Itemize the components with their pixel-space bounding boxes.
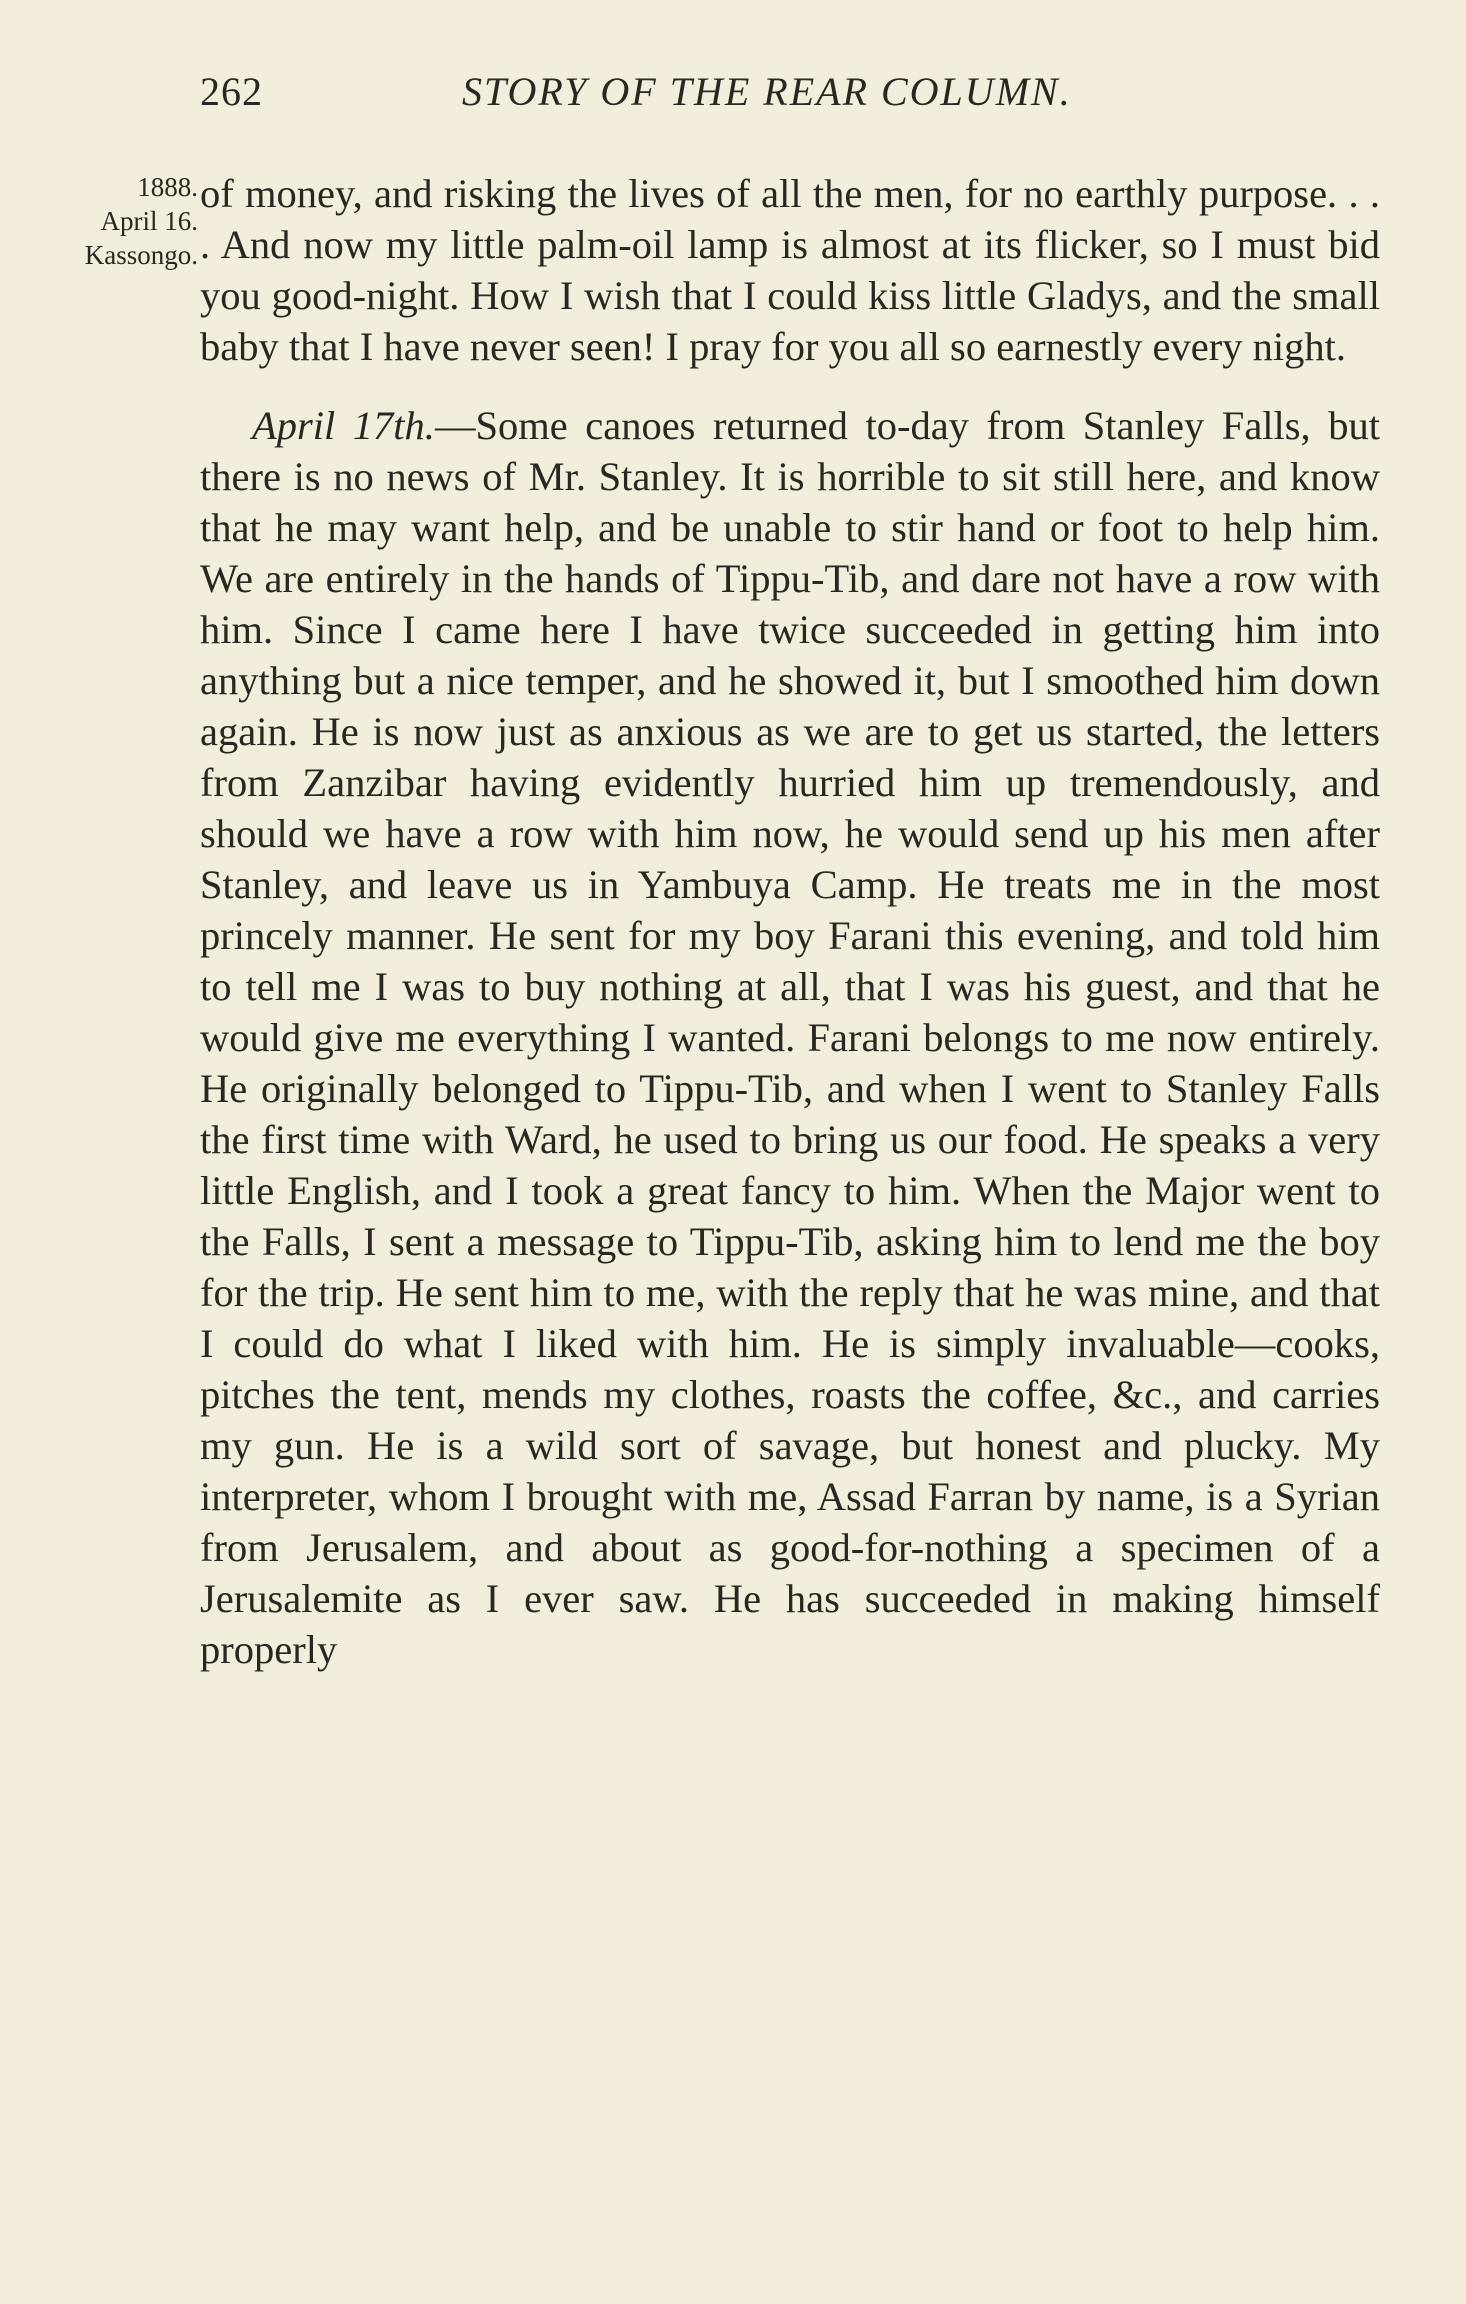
margin-note xyxy=(38,170,198,272)
body-text xyxy=(200,168,1380,1675)
entry-date: April 17th. xyxy=(252,403,435,448)
margin-note-date: April 16. xyxy=(100,206,198,236)
paragraph-2 xyxy=(200,400,1380,1675)
margin-note-year: 1888. xyxy=(137,172,198,202)
paragraph-1: of money, and risking the lives of all the men, for no earthly purpose. . . . And now my little palm-oil lamp is almost at its flicker, so I must bid you good-night. How I wish that I could kiss little Gladys, and the small baby that I have never seen! I pray for you all so earnestly every night. xyxy=(200,171,1380,369)
page-number: 262 xyxy=(200,69,263,114)
running-title: STORY OF THE REAR COLUMN. xyxy=(462,69,1072,114)
paragraph-2-text: —Some canoes returned to-day from Stanley Falls, but there is no news of Mr. Stanley. It is horrible to sit still here, and know that he may want help, and be unable to stir hand or foot to help him. We are entirely in the hands of Tippu-Tib, and dare not have a row with him. Since I came here I have twice succeeded in getting him into anything but a nice temper, and he showed it, but I smoothed him down again. He is now just as anxious as we are to get us started, the letters from Zanzibar having evidently hurried him up tremendously, and should we have a row with him now, he would send up his men after Stanley, and leave us in Yambuya Camp. He treats me in the most princely manner. He sent for my boy Farani this evening, and told him to tell me I was to buy nothing at all, that I was his guest, and that he would give me everything I wanted. Farani belongs to me now entirely. He originally belonged to Tippu-Tib, and when I went to Stanley Falls the first time with Ward, he used to bring us our food. He speaks a very little English, and I took a great fancy to him. When the Major went to the Falls, I sent a message to Tippu-Tib, asking him to lend me the boy for the trip. He sent him to me, with the reply that he was mine, and that I could do what I liked with him. He is simply invaluable—cooks, pitches the tent, mends my clothes, roasts the coffee, &c., and carries my gun. He is a wild sort of savage, but honest and plucky. My interpreter, whom I brought with me, Assad Farran by name, is a Syrian from Jerusalem, and about as good-for-nothing a specimen of a Jerusalemite as I ever saw. He has succeeded in making himself properly xyxy=(200,403,1380,1672)
margin-note-place: Kassongo. xyxy=(84,240,198,270)
running-head xyxy=(200,68,1380,128)
